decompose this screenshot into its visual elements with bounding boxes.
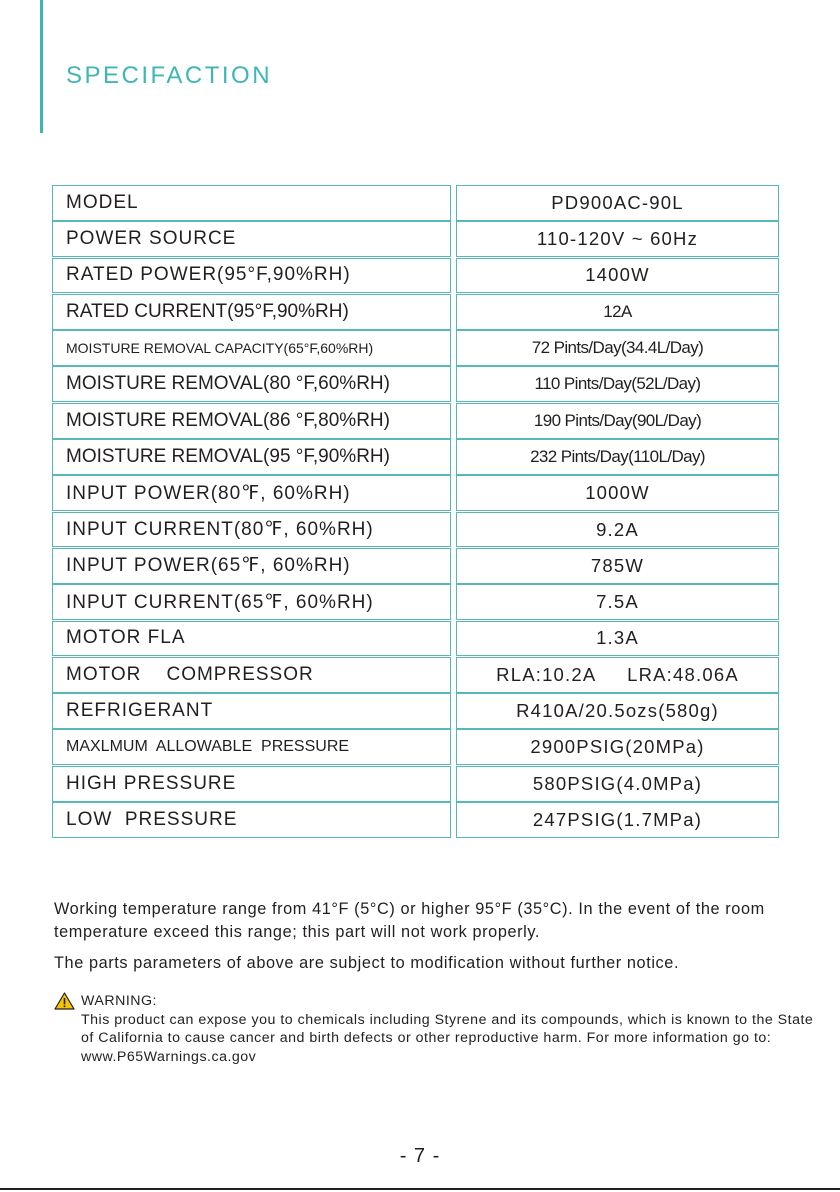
spec-value: 580PSIG(4.0MPa) — [456, 766, 779, 802]
spec-row — [52, 584, 779, 620]
spec-row — [52, 802, 779, 838]
spec-value: R410A/20.5ozs(580g) — [456, 693, 779, 729]
spec-value: PD900AC-90L — [456, 185, 779, 221]
spec-row — [52, 766, 779, 802]
spec-name: INPUT CURRENT(80℉, 60%RH) — [52, 512, 451, 548]
spec-value: 247PSIG(1.7MPa) — [456, 802, 779, 838]
warning-block — [54, 992, 814, 1066]
spec-row — [52, 621, 779, 657]
spec-name: INPUT POWER(65℉, 60%RH) — [52, 548, 451, 584]
warning-title: WARNING: — [81, 993, 157, 1009]
bottom-divider — [0, 1188, 840, 1190]
temperature-note: Working temperature range from 41°F (5°C) or higher 95°F (35°C). In the event of the room temperature exceed this range; this part will not work properly. — [54, 900, 765, 941]
accent-bar — [40, 0, 43, 133]
spec-value: 1.3A — [456, 621, 779, 657]
spec-name: MOISTURE REMOVAL(80 °F,60%RH) — [52, 366, 451, 402]
spec-value: 72 Pints/Day(34.4L/Day) — [456, 330, 779, 366]
spec-row — [52, 403, 779, 439]
spec-value: 12A — [456, 294, 779, 330]
warning-triangle-icon — [54, 992, 75, 1010]
spec-row — [52, 185, 779, 221]
spec-row — [52, 657, 779, 693]
notes — [54, 898, 834, 983]
spec-row — [52, 729, 779, 765]
spec-name: HIGH PRESSURE — [52, 766, 451, 802]
spec-row — [52, 548, 779, 584]
spec-value: 1400W — [456, 258, 779, 294]
spec-name: RATED CURRENT(95°F,90%RH) — [52, 294, 451, 330]
warning-text: This product can expose you to chemicals including Styrene and its compounds, which is known to the State of California to cause cancer and birth defects or other reproductive harm. For more information go to: www.P65Warnings.ca.gov — [81, 1011, 814, 1065]
spec-value: 110 Pints/Day(52L/Day) — [456, 366, 779, 402]
page-number: - 7 - — [399, 1145, 441, 1167]
spec-row — [52, 693, 779, 729]
spec-row — [52, 294, 779, 330]
spec-name: MOISTURE REMOVAL(86 °F,80%RH) — [52, 403, 451, 439]
spec-name: RATED POWER(95°F,90%RH) — [52, 258, 451, 294]
spec-row — [52, 330, 779, 366]
spec-name: MOISTURE REMOVAL CAPACITY(65°F,60%RH) — [52, 330, 451, 366]
spec-value: 785W — [456, 548, 779, 584]
spec-value: RLA:10.2A LRA:48.06A — [456, 657, 779, 693]
spec-name: LOW PRESSURE — [52, 802, 451, 838]
spec-name: MAXLMUM ALLOWABLE PRESSURE — [52, 729, 451, 765]
spec-name: MOTOR FLA — [52, 621, 451, 657]
spec-row — [52, 512, 779, 548]
spec-name: INPUT CURRENT(65℉, 60%RH) — [52, 584, 451, 620]
spec-value: 1000W — [456, 475, 779, 511]
spec-name: POWER SOURCE — [52, 221, 451, 257]
spec-row — [52, 258, 779, 294]
spec-name: MODEL — [52, 185, 451, 221]
spec-table — [52, 185, 779, 838]
spec-name: MOISTURE REMOVAL(95 °F,90%RH) — [52, 439, 451, 475]
spec-row — [52, 366, 779, 402]
spec-row — [52, 221, 779, 257]
spec-row — [52, 475, 779, 511]
spec-value: 110-120V ~ 60Hz — [456, 221, 779, 257]
page-title: SPECIFACTION — [66, 62, 273, 89]
spec-name: INPUT POWER(80℉, 60%RH) — [52, 475, 451, 511]
spec-value: 9.2A — [456, 512, 779, 548]
spec-name: REFRIGERANT — [52, 693, 451, 729]
spec-value: 190 Pints/Day(90L/Day) — [456, 403, 779, 439]
spec-row — [52, 439, 779, 475]
spec-name: MOTOR COMPRESSOR — [52, 657, 451, 693]
spec-value: 7.5A — [456, 584, 779, 620]
spec-value: 2900PSIG(20MPa) — [456, 729, 779, 765]
warning-heading — [54, 992, 814, 1011]
modification-note: The parts parameters of above are subject to modification without further notice. — [54, 954, 680, 972]
spec-value: 232 Pints/Day(110L/Day) — [456, 439, 779, 475]
